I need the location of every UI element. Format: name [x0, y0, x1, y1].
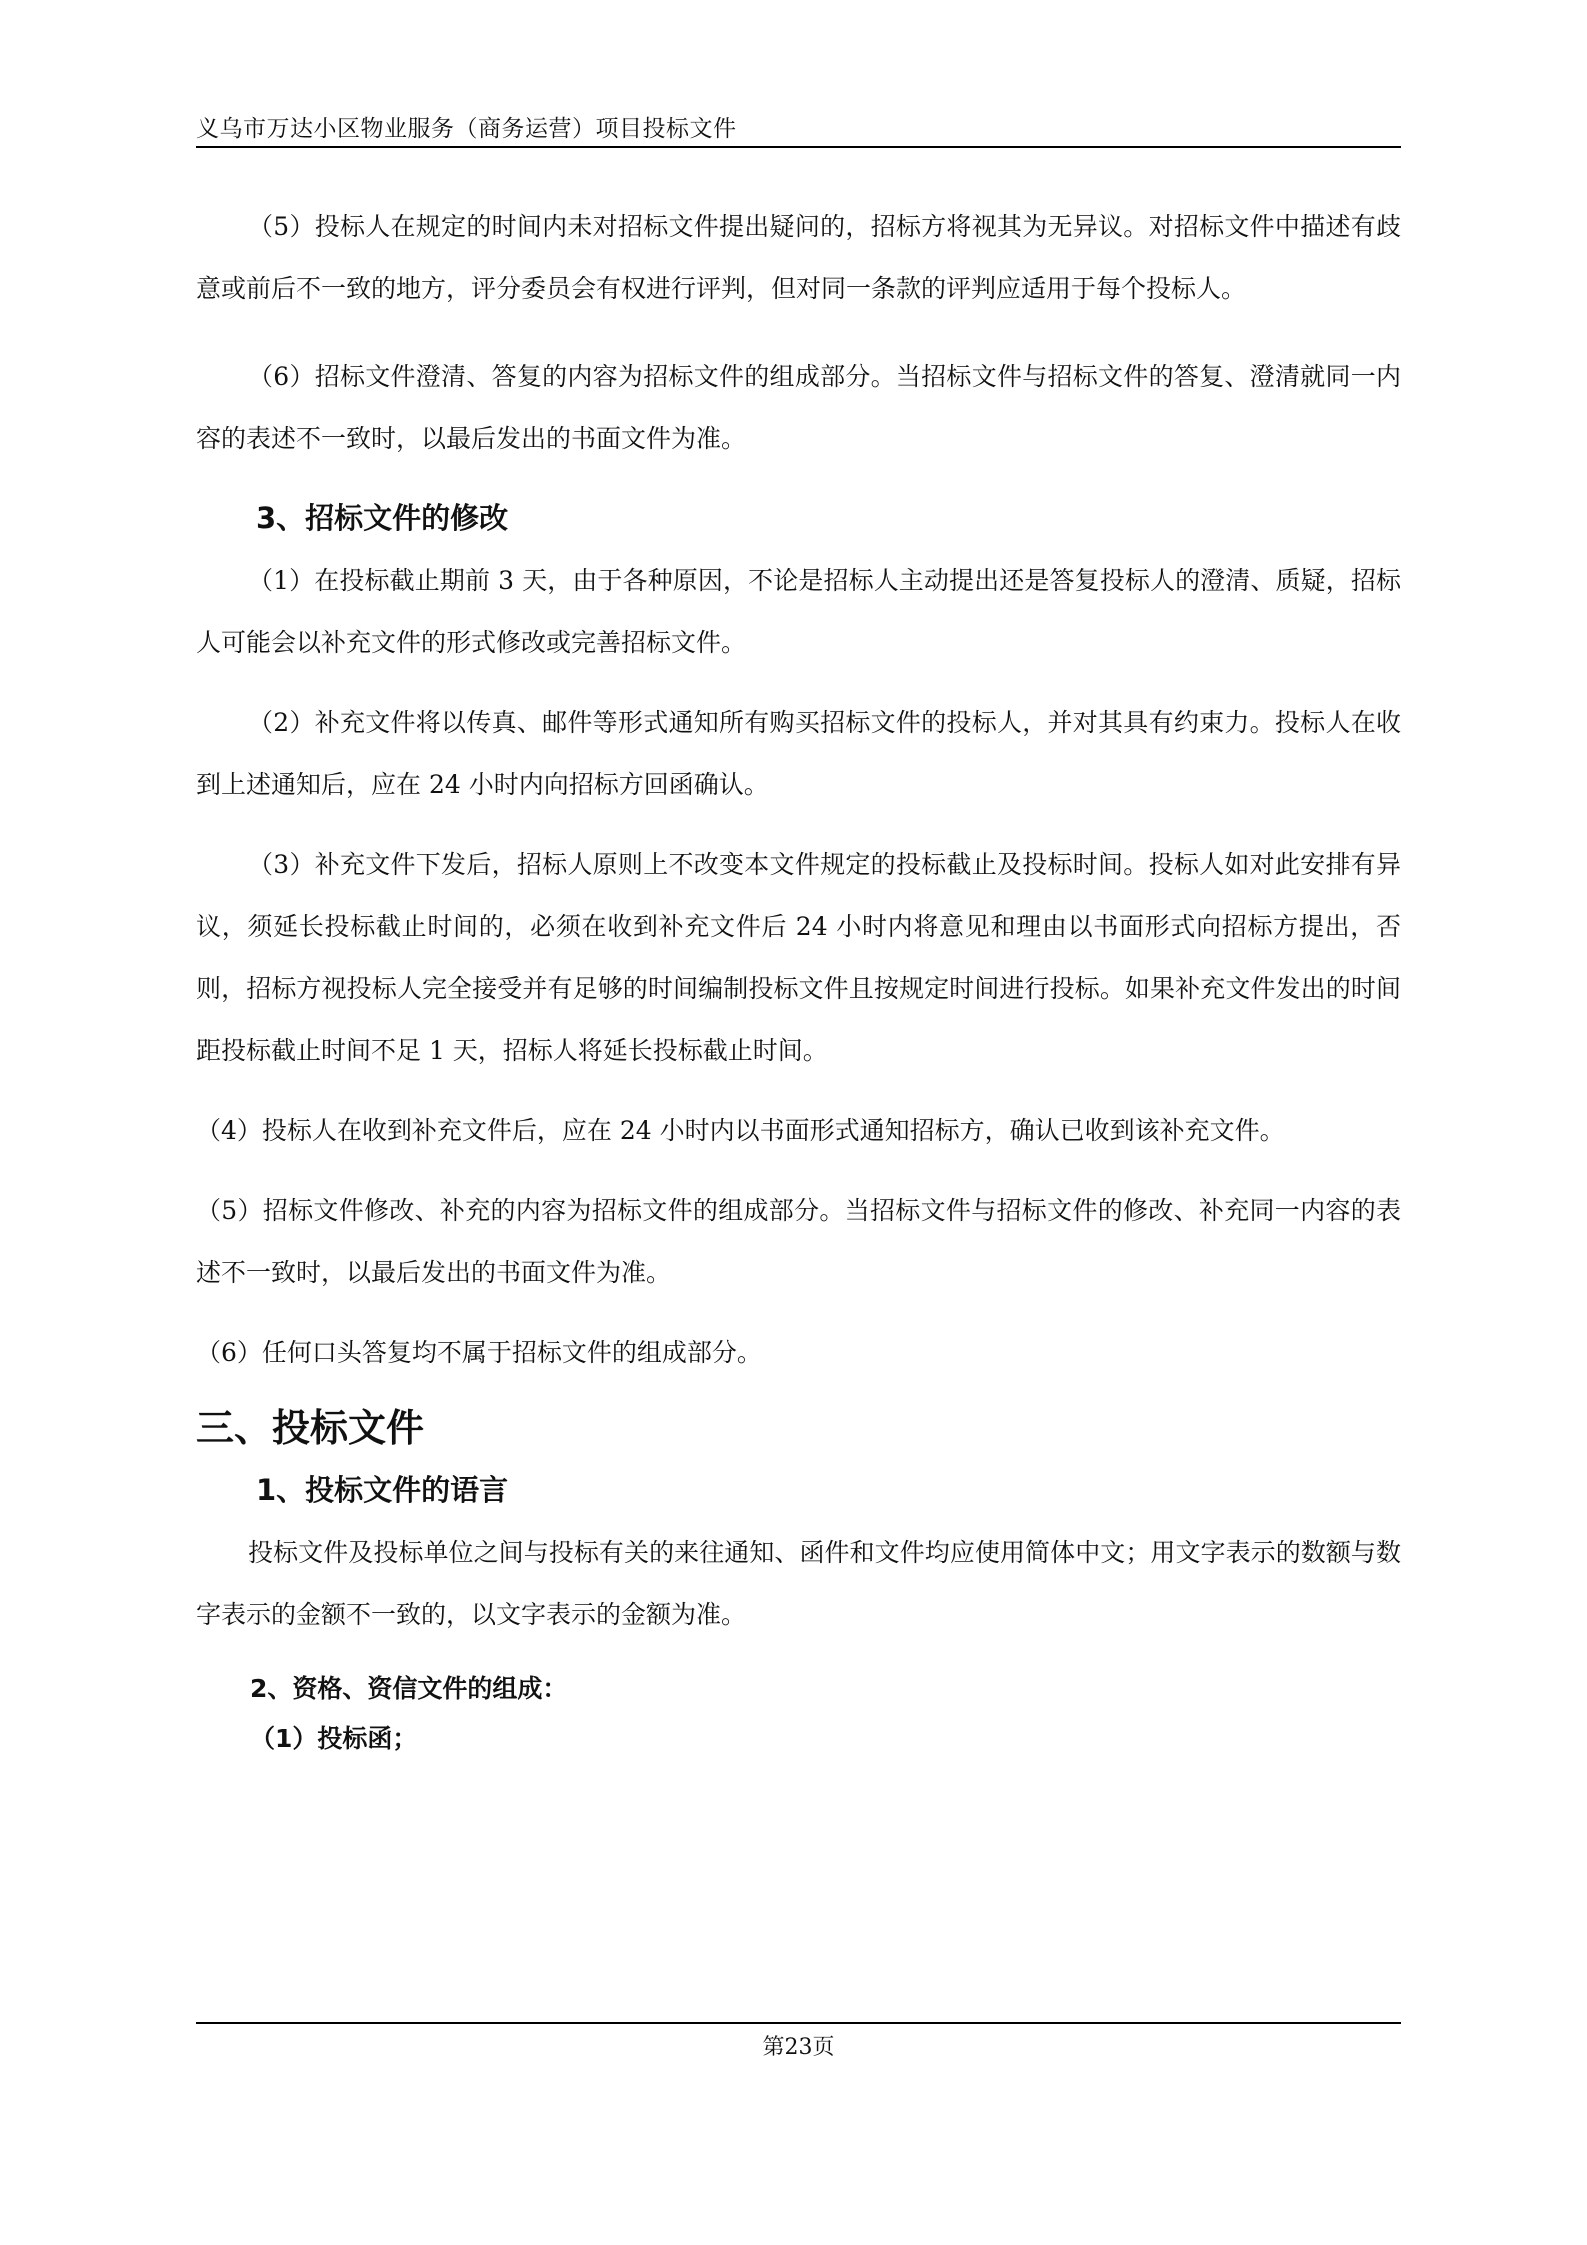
page-footer	[196, 2022, 1401, 2061]
modification-item-3: （3）补充文件下发后，招标人原则上不改变本文件规定的投标截止及投标时间。投标人如对此安排有异议，须延长投标截止时间的，必须在收到补充文件后 24 小时内将意见和理由以书面形式向招标方提出，否则，招标方视投标人完全接受并有足够的时间编制投标文件且按规定时间进行投标。如果补充文件发出的时间距投标截止时间不足 1 天，招标人将延长投标截止时间。	[196, 850, 1401, 1065]
chapter-heading-bid-documents: 三、投标文件	[196, 1406, 425, 1450]
language-paragraph: 投标文件及投标单位之间与投标有关的来往通知、函件和文件均应使用简体中文；用文字表示的数额与数字表示的金额不一致的，以文字表示的金额为准。	[196, 1538, 1401, 1629]
paragraph-5: （5）投标人在规定的时间内未对招标文件提出疑问的，招标方将视其为无异议。对招标文件中描述有歧意或前后不一致的地方，评分委员会有权进行评判，但对同一条款的评判应适用于每个投标人。	[196, 212, 1401, 303]
modification-item-2: （2）补充文件将以传真、邮件等形式通知所有购买招标文件的投标人，并对其具有约束力。投标人在收到上述通知后，应在 24 小时内向招标方回函确认。	[196, 708, 1401, 799]
modification-item-4: （4）投标人在收到补充文件后，应在 24 小时内以书面形式通知招标方，确认已收到该补充文件。	[196, 1116, 1285, 1145]
section-heading-qualification: 2、资格、资信文件的组成：	[250, 1674, 568, 1703]
modification-item-5: （5）招标文件修改、补充的内容为招标文件的组成部分。当招标文件与招标文件的修改、补充同一内容的表述不一致时，以最后发出的书面文件为准。	[196, 1196, 1401, 1287]
page-number: 第23页	[762, 2035, 835, 2060]
section-heading-modification: 3、招标文件的修改	[256, 501, 509, 535]
page-header	[196, 108, 1401, 148]
document-title: 义乌市万达小区物业服务（商务运营）项目投标文件	[196, 116, 737, 142]
modification-item-6: （6）任何口头答复均不属于招标文件的组成部分。	[196, 1338, 762, 1367]
modification-item-1: （1）在投标截止期前 3 天，由于各种原因，不论是招标人主动提出还是答复投标人的澄清、质疑，招标人可能会以补充文件的形式修改或完善招标文件。	[196, 566, 1401, 657]
section-heading-language: 1、投标文件的语言	[256, 1473, 509, 1507]
paragraph-6: （6）招标文件澄清、答复的内容为招标文件的组成部分。当招标文件与招标文件的答复、澄清就同一内容的表述不一致时，以最后发出的书面文件为准。	[196, 362, 1401, 453]
document-body	[196, 196, 1401, 1764]
qualification-item-1: （1）投标函；	[250, 1724, 418, 1753]
